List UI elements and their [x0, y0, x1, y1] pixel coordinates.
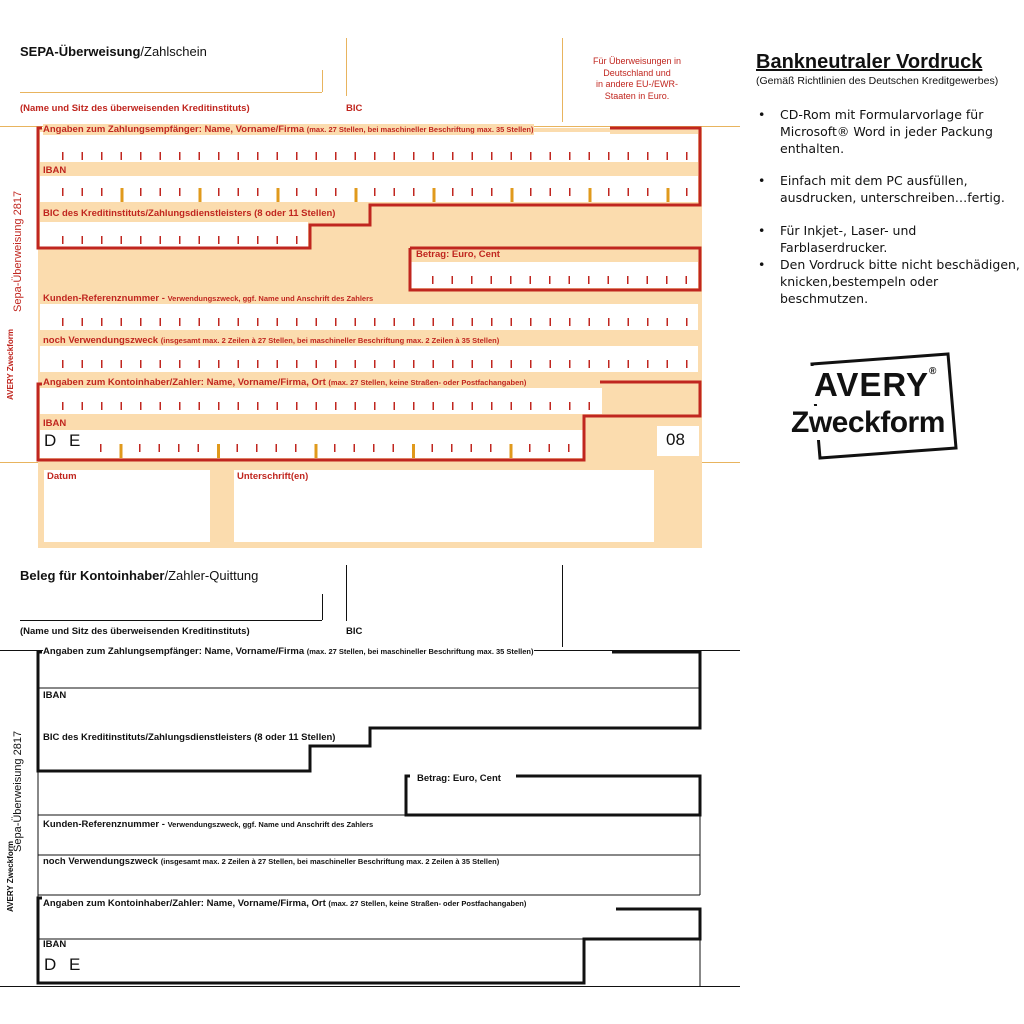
eu-note: Für Überweisungen in Deutschland und in andere EU-/EWR- Staaten in Euro.: [592, 56, 682, 101]
bottom-payee-label: Angaben zum Zahlungsempfänger: Name, Vorname/Firma (max. 27 Stellen, bei maschineller Beschriftung max. 35 Stellen): [43, 646, 534, 657]
bottom-payer-iban-label: IBAN: [43, 939, 67, 950]
bullet-dot-icon: •: [758, 223, 766, 238]
form-code: 08: [666, 430, 685, 449]
avery-zweckform-logo: [790, 352, 970, 460]
bottom-small-logo: AVERY Zweckform: [6, 841, 15, 912]
info-bullet: • Einfach mit dem PC ausfüllen, ausdrucken, unterschreiben…fertig.: [758, 173, 1005, 205]
bic-field-label: BIC des Kreditinstituts/Zahlungsdienstleisters (8 oder 11 Stellen): [43, 208, 336, 219]
small-logo: AVERY Zweckform: [6, 329, 15, 400]
bullet-dot-icon: •: [758, 173, 766, 188]
purpose-label: noch Verwendungszweck (insgesamt max. 2 Zeilen à 27 Stellen, bei maschineller Beschriftung max. 2 Zeilen à 35 Stellen): [43, 335, 500, 346]
bottom-side-label: Sepa-Überweisung 2817: [12, 730, 24, 852]
payer-iban-prefix: D E: [44, 431, 85, 450]
account-holder-label: Angaben zum Kontoinhaber/Zahler: Name, Vorname/Firma, Ort (max. 27 Stellen, keine Straßen- oder Postfachangaben): [43, 377, 527, 388]
bottom-bic-label: BIC: [346, 626, 363, 637]
date-label: Datum: [47, 471, 77, 482]
bottom-iban-label: IBAN: [43, 690, 67, 701]
info-bullet: • Für Inkjet-, Laser- und Farblaserdrucker.: [758, 223, 917, 255]
bottom-bank-name-label: (Name und Sitz des überweisenden Kreditinstituts): [20, 626, 250, 637]
signature-label: Unterschrift(en): [237, 471, 309, 482]
logo-avery: AVERY®: [810, 366, 941, 404]
bottom-form-title: Beleg für Kontoinhaber/Zahler-Quittung: [20, 568, 259, 583]
bullet-dot-icon: •: [758, 107, 766, 122]
amount-label: Betrag: Euro, Cent: [416, 249, 500, 260]
logo-zweckform: Zweckform: [788, 406, 948, 440]
reference-label: Kunden-Referenznummer - Verwendungszweck, ggf. Name und Anschrift des Zahlers: [43, 293, 374, 304]
iban-label: IBAN: [43, 165, 67, 176]
top-form-title: SEPA-Überweisung/Zahlschein: [20, 44, 207, 59]
info-bullet: • CD-Rom mit Formularvorlage für Microsoft® Word in jeder Packung enthalten.: [758, 107, 993, 156]
bottom-account-holder-label: Angaben zum Kontoinhaber/Zahler: Name, Vorname/Firma, Ort (max. 27 Stellen, keine Straßen- oder Postfachangaben): [43, 898, 527, 909]
info-heading: Bankneutraler Vordruck: [756, 51, 983, 73]
bullet-dot-icon: •: [758, 257, 766, 272]
side-label: Sepa-Überweisung 2817: [12, 190, 24, 312]
bottom-amount-label: Betrag: Euro, Cent: [417, 773, 501, 784]
bottom-bic-field-label: BIC des Kreditinstituts/Zahlungsdienstleisters (8 oder 11 Stellen): [43, 732, 336, 743]
bank-name-label: (Name und Sitz des überweisenden Kreditinstituts): [20, 103, 250, 114]
bic-label: BIC: [346, 103, 363, 114]
bottom-reference-label: Kunden-Referenznummer - Verwendungszweck, ggf. Name und Anschrift des Zahlers: [43, 819, 374, 830]
bottom-payer-iban-prefix: D E: [44, 955, 85, 974]
payee-label: Angaben zum Zahlungsempfänger: Name, Vorname/Firma (max. 27 Stellen, bei maschineller Beschriftung max. 35 Stellen): [43, 124, 534, 135]
bottom-purpose-label: noch Verwendungszweck (insgesamt max. 2 Zeilen à 27 Stellen, bei maschineller Beschriftung max. 2 Zeilen à 35 Stellen): [43, 856, 500, 867]
info-bullet: • Den Vordruck bitte nicht beschädigen, knicken,bestempeln oder beschmutzen.: [758, 257, 1020, 306]
payer-iban-label: IBAN: [43, 418, 67, 429]
info-subheading: (Gemäß Richtlinien des Deutschen Kreditgewerbes): [756, 75, 999, 87]
